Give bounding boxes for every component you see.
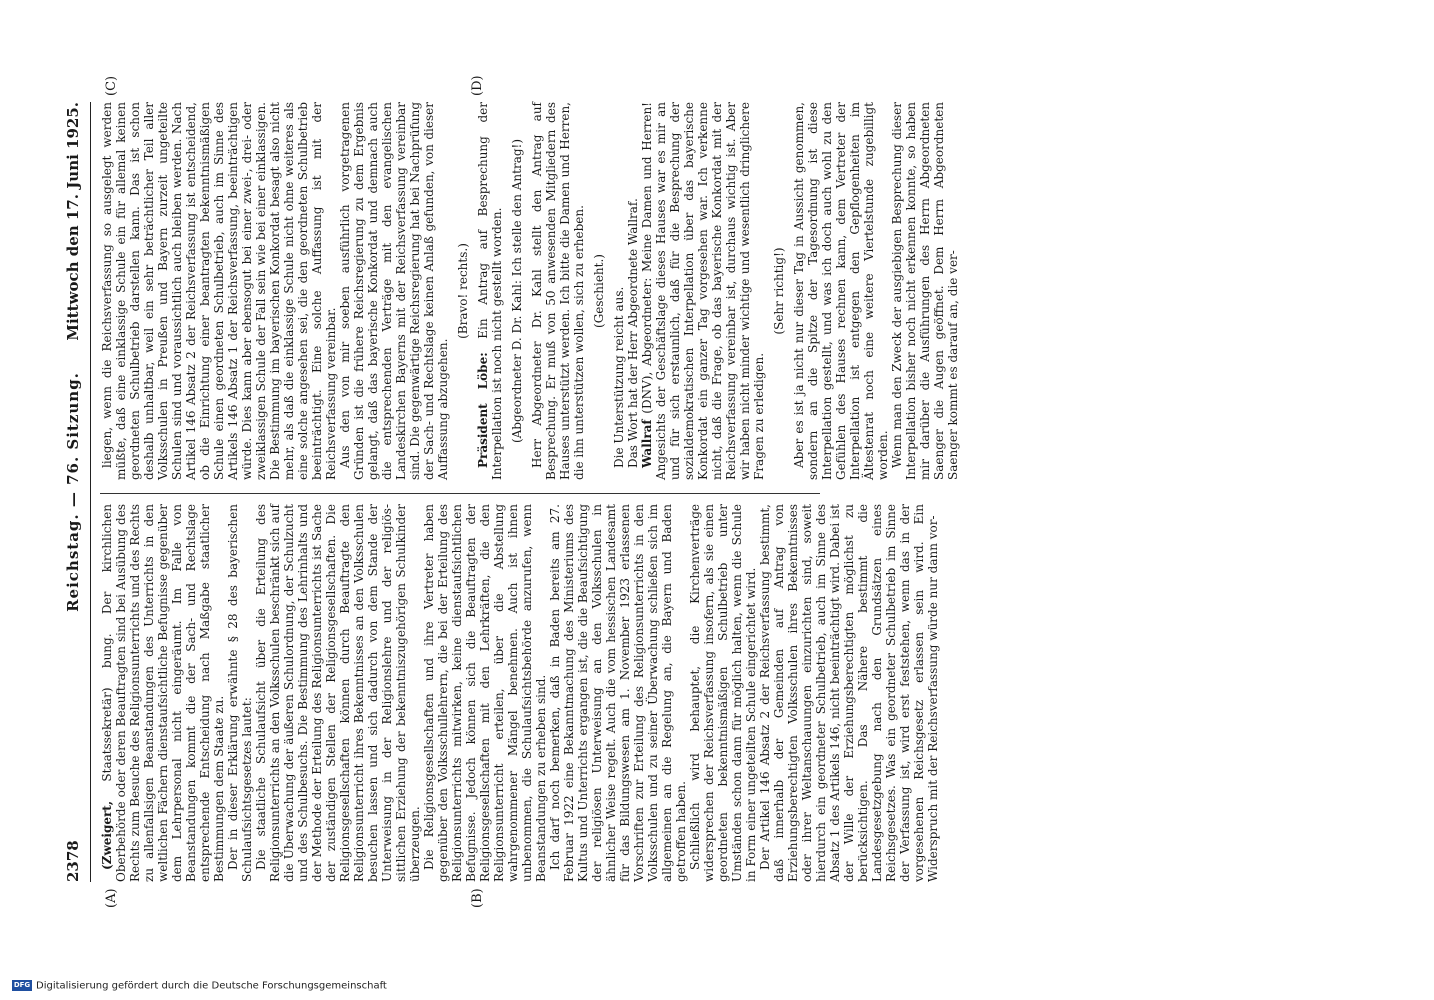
footer-credit (12, 980, 988, 994)
paragraph-text: Die staatliche Schulaufsicht über die Erteilung des Religionsunterrichts an den Volksschulen beschränkt sich auf die Überwachung der äußeren Schulordnung, der Schulzucht und des Schulbesuchs. Die Bestimmung des Lehrinhalts und der Methode der Erteilung des Religionsunterrichts ist Sache der zuständigen Stellen der Religionsgesellschaften. Die Religionsgesellschaften können durch Beauftragte den Religionsunterricht ihres Bekenntnisses an den Volksschulen besuchen lassen und sich dadurch von dem Stande der Unterweisung in der Religionslehre und der religiös-sittlichen Erziehung der bekenntniszugehörigen Schulkinder überzeugen. (254, 504, 422, 882)
paragraph-text: Schließlich wird behauptet, die Kirchenverträge widersprechen der Reichsverfassung insofern, als sie einen geordneten bekenntnismäßigen Schulbetrieb unter Umständen schon dann für möglich halten, wenn die Schule in Form einer ungeteilten Schule eingerichtet wird. (688, 504, 758, 882)
paragraph (548, 504, 688, 882)
stage-direction (510, 102, 524, 480)
margin-mark-d: (D) (470, 75, 485, 96)
paragraph-text: Die Unterstützung reicht aus. (612, 286, 626, 468)
dfg-logo: DFG (13, 981, 31, 989)
header-rule (90, 102, 91, 882)
speaker-name: Präsident Löbe: (476, 352, 490, 468)
page-title: Reichstag. — 76. Sitzung. (64, 372, 82, 612)
margin-mark-a: (A) (104, 888, 119, 908)
paragraph-text: Der in dieser Erklärung erwähnte § 28 des bayerischen Schulaufsichtsgesetzes lautet: (226, 504, 254, 882)
paragraph-text: (Bravo! rechts.) (456, 243, 470, 339)
speaker-name: Wallraf (640, 419, 654, 468)
page-number: 2378 (64, 840, 82, 882)
paragraph (338, 102, 450, 480)
session-date: Mittwoch den 17. Juni 1925. (64, 102, 82, 341)
paragraph-text: Staatssekretär) bung. Der kirchlichen Oberbehörde oder deren Beauftragten sind bei Ausübung des Rechts zum Besuche des Religionsunterrichts und des Rechts zu allenfallsigen Beanstandungen des Unterrichts in den weltlichen Fächern dienstaufsichtliche Befugnisse gegenüber dem Lehrpersonal nicht eingeräumt. Im Falle von Beanstandungen kommt die der Sach- und Rechtslage entsprechende Entscheidung nach Maßgabe staatlicher Bestimmungen dem Staate zu. (100, 504, 226, 882)
paragraph-text: Aus den von mir soeben ausführlich vorgetragenen Gründen ist die frühere Reichsregierung zu dem Ergebnis gelangt, daß das bayerische Konkordat und demnach auch die entsprechenden Verträge mit den evangelischen Landeskirchen Bayerns mit der Reichsverfassung vereinbar sind. Die gegenwärtige Reichsregierung hat bei Nachprüfung der Sach- und Rechtslage keinen Anlaß gefunden, von dieser Auffassung abzugehen. (338, 102, 450, 480)
margin-mark-c: (C) (104, 75, 119, 96)
paragraph-text: liegen, wenn die Reichsverfassung so ausgelegt werden müßte, daß eine einklassige Schule ein für allemal keinen geordneten Schulbetrieb darstellen kann. Das ist schon deshalb unhaltbar, weil ein sehr beträchtlicher Teil aller Volksschulen in Preußen und Bayern zurzeit ungeteilte Schulen sind und voraussichtlich auch bleiben werden. Nach Artikel 146 Absatz 2 der Reichsverfassung ist entscheidend, ob die Einrichtung einer beantragten bekenntnismäßigen Schule einen geordneten Schulbetrieb, auch im Sinne des Artikels 146 Absatz 1 der Reichsverfassung, beeinträchtigen würde. Dies kann aber ebensogut bei einer zwei-, drei- oder zweiklassigen Schule der Fall sein wie bei einer einklassigen. Die Bestimmung im bayerischen Konkordat besagt also nicht mehr, als daß die einklassige Schule nicht ohne weiteres als eine solche angesehen sei, die den geordneten Schulbetrieb beeinträchtigt. Eine solche Auffassung ist mit der Reichsverfassung vereinbar. (100, 102, 338, 480)
paragraph-text: Aber es ist ja nicht nur dieser Tag in Aussicht genommen, sondern an die Spitze der Tagesordnung ist diese Interpellation gestellt, und was ich doch auch wohl zu den Gefühlen des Hauses rechnen kann, dem Vertreter der Interpellation ist entgegen den Gepflogenheiten im Ältestenrat noch eine weitere Viertelstunde zugebilligt worden. (792, 102, 890, 480)
paragraph (422, 504, 548, 882)
stage-direction (592, 102, 606, 480)
paragraph (626, 102, 640, 480)
paragraph (792, 102, 890, 480)
paragraph-text: Das Wort hat der Herr Abgeordnete Wallraf. (626, 198, 640, 468)
margin-mark-b: (B) (470, 888, 485, 908)
paragraph-text: Ein Antrag auf Besprechung der Interpellation ist noch nicht gestellt worden. (476, 102, 504, 480)
paragraph-text: (Abgeordneter D. Dr. Kahl: Ich stelle den Antrag!) (510, 138, 524, 444)
paragraph (530, 102, 586, 480)
column-divider (100, 493, 820, 494)
left-column (100, 504, 940, 882)
paragraph-text: (DNV), Abgeordneter: Meine Damen und Herren! Angesichts der Geschäftslage dieses Hauses war es mir an und für sich erstaunlich, daß für die Besprechung der sozialdemokratischen Interpellation über das bayerische Konkordat ein ganzer Tag vorgesehen war. Ich verkenne nicht, daß die Frage, ob das bayerische Konkordat mit der Reichsverfassung vereinbar ist, durchaus wichtig ist. Aber wir haben nicht minder wichtige und wesentlich dringlichere Fragen zu erledigen. (640, 102, 766, 480)
paragraph (476, 102, 504, 480)
paragraph (100, 504, 226, 882)
paragraph-text: Der Artikel 146 Absatz 2 der Reichsverfassung bestimmt, daß innerhalb der Gemeinden auf Antrag von Erziehungsberechtigten Volksschulen ihres Bekenntnisses oder ihrer Weltanschauungen einzurichten sind, soweit hierdurch ein geordneter Schulbetrieb, auch im Sinne des Absatz 1 des Artikels 146, nicht beeinträchtigt wird. Dabei ist der Wille der Erziehungsberechtigten möglichst zu berücksichtigen. Das Nähere bestimmt die Landesgesetzgebung nach den Grundsätzen eines Reichsgesetzes. Was ein geordneter Schulbetrieb im Sinne der Verfassung ist, wird erst feststehen, wenn das in der vorgesehenen Reichsgesetz erlassen sein wird. Ein Widerspruch mit der Reichsverfassung würde nur dann vor- (758, 504, 940, 882)
stage-direction (456, 102, 470, 480)
paragraph (612, 102, 626, 480)
paragraph-text: Die Religionsgesellschaften und ihre Vertreter haben gegenüber den Volksschullehrern, die bei der Erteilung des Religionsunterrichts mitwirken, keine dienstaufsichtlichen Befugnisse. Jedoch können sich die Beauftragten der Religionsgesellschaften mit den Lehrkräften, die den Religionsunterricht erteilen, über die Abstellung wahrgenommener Mängel benehmen. Auch ist ihnen unbenommen, die Schulaufsichtsbehörde anzurufen, wenn Beanstandungen zu erheben sind. (422, 504, 548, 882)
paragraph (688, 504, 758, 882)
paragraph (254, 504, 422, 882)
paragraph (226, 504, 254, 882)
paragraph-text: Ich darf noch bemerken, daß in Baden bereits am 27. Februar 1922 eine Bekanntmachung des Ministeriums des Kultus und Unterrichts ergangen ist, die die Beaufsichtigung der religiösen Unterweisung an den Volksschulen in ähnlicher Weise regelt. Auch die vom hessischen Landesamt für das Bildungswesen am 1. November 1923 erlassenen Vorschriften zur Erteilung des Religionsunterrichts in den Volksschulen und zu seiner Überwachung schließen sich im allgemeinen an die Regelung an, die Bayern und Baden getroffen haben. (548, 504, 688, 882)
paragraph (100, 102, 338, 480)
paragraph-text: Wenn man den Zweck der ausgiebigen Besprechung dieser Interpellation bisher noch nicht erkennen konnte, so haben mir darüber die Ausführungen des Herrn Abgeordneten Saenger die Augen geöffnet. Dem Herrn Abgeordneten Saenger kommt es darauf an, die ver- (890, 102, 960, 480)
speaker-name: (Zweigert, (100, 800, 114, 870)
credit-text: Digitalisierung gefördert durch die Deutsche Forschungsgemeinschaft (36, 980, 387, 992)
paragraph-text: (Geschieht.) (592, 254, 606, 328)
stage-direction (772, 102, 786, 480)
paragraph (640, 102, 766, 480)
paragraph-text: (Sehr richtig!) (772, 247, 786, 335)
paragraph (890, 102, 960, 480)
right-column (100, 102, 960, 480)
paragraph-text: Herr Abgeordneter Dr. Kahl stellt den Antrag auf Besprechung. Er muß von 50 anwesenden Mitgliedern des Hauses unterstützt werden. Ich bitte die Damen und Herren, die ihn unterstützen wollen, sich zu erheben. (530, 102, 586, 480)
page-header (60, 102, 88, 882)
paragraph (758, 504, 940, 882)
